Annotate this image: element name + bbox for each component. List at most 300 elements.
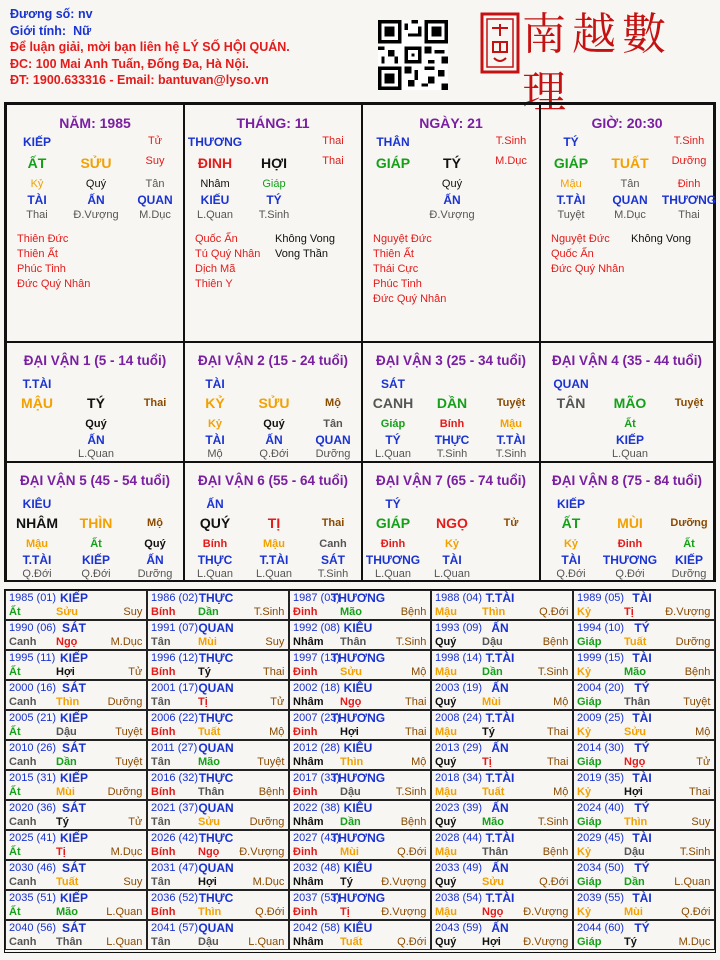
year-ten-god: TÝ — [634, 681, 650, 695]
year-branch: Dần — [624, 876, 645, 888]
year-cell[interactable] — [147, 710, 289, 740]
year-state: Mộ — [695, 726, 711, 738]
year-state: T.Sinh — [395, 636, 427, 648]
pillar-star: Tú Quý Nhân — [195, 248, 261, 260]
year-branch: Tị — [340, 906, 350, 918]
dai-van-hidden-state: Mộ — [207, 448, 223, 460]
year-cell[interactable] — [289, 710, 431, 740]
year-cell[interactable] — [573, 650, 715, 680]
year-state: Thai — [546, 726, 569, 738]
year-ten-god: QUAN — [198, 621, 234, 635]
year-state: M.Dục — [252, 876, 285, 888]
year-state: Tuyệt — [683, 696, 711, 708]
year-label: 2044 (60) — [577, 922, 625, 934]
year-cell[interactable] — [431, 920, 573, 950]
dai-van-chi: THÌN — [79, 515, 113, 531]
pillar-grid — [4, 102, 716, 582]
year-cell[interactable] — [5, 680, 147, 710]
year-stem: Ất — [9, 666, 21, 678]
year-branch: Mùi — [56, 786, 75, 798]
pillar-row5-item: Thai — [678, 209, 700, 221]
year-state: Q.Đới — [539, 606, 569, 618]
dai-van-cell[interactable] — [6, 462, 184, 582]
year-ten-god: KIÊU — [343, 921, 373, 935]
year-stem: Kỷ — [577, 666, 592, 678]
year-stem: Giáp — [577, 876, 602, 888]
pillar-row1-item: TÝ — [563, 135, 579, 149]
pillar-row5-item: T.Sinh — [258, 209, 290, 221]
dai-van-title: ĐẠI VẬN 1 (5 - 14 tuổi) — [23, 353, 167, 368]
year-label: 2021 (37) — [151, 802, 199, 814]
year-stem: Đinh — [293, 846, 318, 858]
dai-van-ten-god: KIẾP — [556, 497, 586, 511]
year-branch: Tý — [198, 666, 211, 678]
year-cell[interactable] — [431, 860, 573, 890]
year-state: Dưỡng — [107, 696, 143, 708]
pillar-row2-item: HỢI — [261, 155, 287, 171]
year-branch: Tị — [482, 756, 492, 768]
year-stem: Canh — [9, 636, 37, 648]
pillar-row4-item: ẤN — [87, 193, 105, 207]
pillar-row3-item: Quý — [441, 178, 463, 190]
dai-van-hidden-stem: Bính — [202, 538, 228, 550]
pillar-star: Đức Quý Nhân — [17, 278, 91, 290]
dai-van-title: ĐẠI VẬN 6 (55 - 64 tuổi) — [197, 473, 349, 488]
dai-van-cell[interactable] — [184, 462, 362, 582]
year-cell[interactable] — [573, 920, 715, 950]
year-ten-god: THỰC — [198, 711, 234, 725]
year-label: 2019 (35) — [577, 772, 625, 784]
year-label: 2002 (18) — [293, 682, 341, 694]
year-state: Dưỡng — [249, 816, 285, 828]
year-branch: Tý — [624, 936, 637, 948]
dai-van-chi: TÝ — [87, 395, 105, 411]
pillar-row3-item: Đinh — [677, 178, 701, 190]
year-ten-god: KIẾP — [59, 771, 89, 785]
year-stem: Giáp — [577, 636, 602, 648]
year-label: 2016 (32) — [151, 772, 199, 784]
year-cell[interactable] — [147, 860, 289, 890]
year-label: 1992 (08) — [293, 622, 341, 634]
dai-van-hidden-stem: Tân — [323, 418, 343, 430]
year-cell[interactable] — [147, 770, 289, 800]
dai-van-hidden-stem: Ất — [683, 538, 695, 550]
year-ten-god: QUAN — [198, 921, 234, 935]
dai-van-title: ĐẠI VẬN 2 (15 - 24 tuổi) — [197, 353, 349, 368]
year-ten-god: KIÊU — [343, 861, 373, 875]
pillar-star: Đức Quý Nhân — [373, 293, 447, 305]
year-branch: Ngọ — [56, 636, 78, 648]
year-stem: Nhâm — [293, 696, 324, 708]
year-ten-god: SÁT — [62, 621, 86, 635]
year-label: 2022 (38) — [293, 802, 341, 814]
year-stem: Tân — [151, 636, 171, 648]
pillar-row2-item: Dưỡng — [671, 155, 707, 167]
year-branch: Sửu — [624, 726, 647, 738]
year-ten-god: THƯƠNG — [330, 711, 386, 725]
year-state: Đ.Vượng — [381, 876, 427, 888]
year-cell[interactable] — [573, 740, 715, 770]
year-branch: Tị — [198, 696, 208, 708]
year-cell[interactable] — [5, 650, 147, 680]
year-ten-god: TÀI — [632, 651, 652, 665]
year-stem: Bính — [151, 846, 176, 858]
year-stem: Quý — [435, 756, 457, 768]
year-branch: Thân — [482, 846, 509, 858]
dai-van-hidden-state: Q.Đới — [259, 448, 289, 460]
year-cell[interactable] — [431, 800, 573, 830]
year-label: 1988 (04) — [435, 592, 483, 604]
dai-van-cell[interactable] — [362, 462, 540, 582]
year-ten-god: TÝ — [634, 621, 650, 635]
year-cell[interactable] — [431, 830, 573, 860]
year-cell[interactable] — [573, 770, 715, 800]
year-cell[interactable] — [147, 680, 289, 710]
dai-van-hidden-stem: Bính — [439, 418, 465, 430]
pillar-star: Phúc Tinh — [17, 263, 66, 275]
year-ten-god: ẤN — [491, 681, 509, 695]
year-state: T.Sinh — [395, 786, 427, 798]
dai-van-hidden-god: KIẾP — [674, 553, 704, 567]
year-cell[interactable] — [431, 740, 573, 770]
pillar-cell — [362, 104, 540, 342]
year-cell[interactable] — [289, 890, 431, 920]
year-cell[interactable] — [289, 800, 431, 830]
dai-van-hidden-god: ẤN — [265, 433, 283, 447]
pillar-star: Nguyệt Đức — [551, 233, 610, 245]
year-label: 2014 (30) — [577, 742, 625, 754]
dai-van-hidden-stem: Quý — [263, 418, 285, 430]
year-stem: Đinh — [293, 606, 318, 618]
year-label: 2030 (46) — [9, 862, 57, 874]
year-cell[interactable] — [289, 770, 431, 800]
year-label: 1985 (01) — [9, 592, 57, 604]
year-state: Tuyệt — [257, 756, 285, 768]
year-label: 1989 (05) — [577, 592, 625, 604]
year-label: 2018 (34) — [435, 772, 483, 784]
year-ten-god: T.TÀI — [485, 711, 515, 725]
year-ten-god: TÀI — [632, 831, 652, 845]
year-cell[interactable] — [147, 800, 289, 830]
year-label: 2031 (47) — [151, 862, 199, 874]
year-state: Suy — [123, 606, 143, 618]
dai-van-hidden-state: Q.Đới — [615, 568, 645, 580]
year-cell[interactable] — [5, 620, 147, 650]
year-branch: Tý — [482, 726, 495, 738]
dai-van-cell[interactable] — [540, 462, 714, 582]
year-cell[interactable] — [289, 680, 431, 710]
year-ten-god: KIÊU — [343, 741, 373, 755]
year-stem: Đinh — [293, 726, 318, 738]
dai-van-hidden-state: L.Quan — [374, 448, 412, 460]
year-label: 2028 (44) — [435, 832, 483, 844]
year-ten-god: KIẾP — [59, 891, 89, 905]
year-branch: Dần — [56, 756, 77, 768]
year-branch: Tuất — [482, 786, 505, 798]
year-label: 2033 (49) — [435, 862, 483, 874]
year-label: 2025 (41) — [9, 832, 57, 844]
year-cell[interactable] — [5, 710, 147, 740]
year-cell[interactable] — [5, 890, 147, 920]
year-state: Bệnh — [542, 846, 569, 858]
dai-van-hidden-stem: Kỷ — [444, 538, 460, 550]
year-state: Đ.Vượng — [665, 606, 711, 618]
pillar-row3-item: Giáp — [262, 178, 286, 190]
year-ten-god: QUAN — [198, 801, 234, 815]
year-cell[interactable] — [147, 890, 289, 920]
pillar-row1-item: T.Sinh — [673, 135, 705, 147]
year-label: 1991 (07) — [151, 622, 199, 634]
dai-van-hidden-god: QUAN — [315, 433, 351, 447]
year-ten-god: T.TÀI — [485, 651, 515, 665]
year-state: T.Sinh — [537, 666, 569, 678]
pillar-row2-item: SỬU — [80, 155, 112, 171]
year-cell[interactable] — [5, 920, 147, 950]
year-label: 2012 (28) — [293, 742, 341, 754]
year-stem: Kỷ — [577, 606, 592, 618]
year-state: L.Quan — [106, 936, 143, 948]
year-cell[interactable] — [573, 800, 715, 830]
pillar-cell — [184, 104, 362, 342]
year-branch: Ngọ — [340, 696, 362, 708]
dai-van-cell[interactable] — [6, 342, 184, 462]
dai-van-title: ĐẠI VẬN 5 (45 - 54 tuổi) — [19, 473, 171, 488]
year-branch: Tuất — [624, 636, 647, 648]
year-ten-god: SÁT — [62, 801, 86, 815]
year-branch: Sửu — [198, 816, 221, 828]
year-cell[interactable] — [431, 710, 573, 740]
year-cell[interactable] — [431, 620, 573, 650]
dai-van-hidden-god: T.TÀI — [259, 553, 289, 567]
year-cell[interactable] — [147, 590, 289, 620]
year-stem: Quý — [435, 816, 457, 828]
year-cell[interactable] — [573, 620, 715, 650]
year-branch: Thìn — [198, 906, 222, 918]
dai-van-cell[interactable] — [362, 342, 540, 462]
year-stem: Tân — [151, 876, 171, 888]
pillar-row2-item: GIÁP — [375, 155, 411, 171]
dai-van-chi: DẦN — [436, 395, 468, 411]
year-cell[interactable] — [5, 770, 147, 800]
year-label: 2032 (48) — [293, 862, 341, 874]
year-stem: Giáp — [577, 756, 602, 768]
dai-van-hidden-god: TÀI — [561, 553, 581, 567]
phone-email-line[interactable]: ĐT: 1900.633316 - Email: bantuvan@lyso.vn — [10, 73, 269, 87]
dai-van-hidden-god: THỰC — [197, 553, 233, 567]
year-cell[interactable] — [5, 800, 147, 830]
year-state: Đ.Vượng — [523, 906, 569, 918]
year-ten-god: TÀI — [632, 711, 652, 725]
dai-van-ten-god: ẤN — [206, 497, 224, 511]
year-stem: Quý — [435, 876, 457, 888]
year-cell[interactable] — [573, 830, 715, 860]
dai-van-hidden-state: L.Quan — [196, 568, 234, 580]
year-cell[interactable] — [431, 650, 573, 680]
contact-note: Để luận giải, mời bạn liên hệ LÝ SỐ HỘI QUÁN. — [10, 40, 290, 54]
year-branch: Tuất — [340, 936, 363, 948]
year-stem: Bính — [151, 726, 176, 738]
dai-van-hidden-state: Dưỡng — [671, 568, 707, 580]
pillar-star: Thái Cực — [373, 263, 419, 275]
year-stem: Tân — [151, 756, 171, 768]
pillar-row4-item: ẤN — [443, 193, 461, 207]
pillar-row1-item: THƯƠNG — [187, 135, 243, 149]
year-stem: Nhâm — [293, 636, 324, 648]
dai-van-ten-god: QUAN — [553, 377, 589, 391]
year-branch: Thìn — [340, 756, 364, 768]
dai-van-hidden-state: Q.Đới — [556, 568, 586, 580]
year-cell[interactable] — [289, 920, 431, 950]
pillar-row3-item: Mậu — [560, 178, 582, 190]
dai-van-can: QUÝ — [199, 515, 231, 531]
year-cell[interactable] — [289, 620, 431, 650]
year-cell[interactable] — [573, 680, 715, 710]
dai-van-can: KỶ — [205, 395, 225, 411]
year-cell[interactable] — [431, 680, 573, 710]
year-label: 2040 (56) — [9, 922, 57, 934]
year-cell[interactable] — [147, 740, 289, 770]
year-cell[interactable] — [289, 740, 431, 770]
pillar-row5-item: M.Dục — [139, 209, 171, 221]
year-cell[interactable] — [5, 590, 147, 620]
year-state: Tử — [128, 666, 143, 678]
year-cell[interactable] — [147, 620, 289, 650]
year-label: 2041 (57) — [151, 922, 199, 934]
pillar-row3-item: Tân — [620, 178, 640, 190]
year-cell[interactable] — [431, 770, 573, 800]
dai-van-hidden-god: THỰC — [434, 433, 470, 447]
year-cell[interactable] — [147, 650, 289, 680]
year-ten-god: SÁT — [62, 681, 86, 695]
year-state: Mộ — [269, 726, 285, 738]
year-branch: Mão — [56, 906, 78, 918]
year-state: Bệnh — [400, 606, 427, 618]
dai-van-hidden-state: Dưỡng — [137, 568, 173, 580]
year-state: Bệnh — [542, 636, 569, 648]
year-cell[interactable] — [289, 860, 431, 890]
year-cell[interactable] — [5, 740, 147, 770]
year-stem: Mậu — [435, 846, 457, 858]
dai-van-hidden-state: L.Quan — [374, 568, 412, 580]
year-stem: Nhâm — [293, 756, 324, 768]
year-label: 2042 (58) — [293, 922, 341, 934]
dai-van-chi: SỬU — [258, 395, 290, 411]
dai-van-ten-god: TÝ — [385, 497, 401, 511]
dai-van-title: ĐẠI VẬN 4 (35 - 44 tuổi) — [551, 353, 703, 368]
year-branch: Dậu — [198, 936, 219, 948]
dai-van-hidden-god: TÀI — [442, 553, 462, 567]
year-state: Đ.Vượng — [239, 846, 285, 858]
address-line: ĐC: 100 Mai Anh Tuấn, Đống Đa, Hà Nội. — [10, 56, 249, 71]
year-cell[interactable] — [573, 590, 715, 620]
year-cell[interactable] — [431, 590, 573, 620]
pillar-row2-item: TÝ — [443, 155, 461, 171]
year-ten-god: TÀI — [632, 891, 652, 905]
year-ten-god: KIÊU — [343, 681, 373, 695]
year-state: M.Dục — [110, 636, 143, 648]
owner-value: nv — [77, 7, 93, 21]
year-state: T.Sinh — [253, 606, 285, 618]
seal-stamp-icon — [480, 12, 520, 74]
year-state: Bệnh — [400, 816, 427, 828]
year-cell[interactable] — [5, 860, 147, 890]
year-label: 2036 (52) — [151, 892, 199, 904]
pillar-row2-item: ĐINH — [197, 155, 233, 171]
pillar-row4-item: QUAN — [137, 193, 173, 207]
year-cell[interactable] — [147, 830, 289, 860]
dai-van-hidden-state: T.Sinh — [495, 448, 527, 460]
pillar-row4-item: KIẾU — [200, 193, 230, 207]
year-cell[interactable] — [147, 920, 289, 950]
year-cell[interactable] — [289, 650, 431, 680]
pillar-row5-item: M.Dục — [614, 209, 646, 221]
dai-van-state: Tuyệt — [496, 397, 526, 409]
year-stem: Đinh — [293, 906, 318, 918]
dai-van-cell[interactable] — [184, 342, 362, 462]
dai-van-chi: MÙI — [617, 515, 643, 531]
year-cell[interactable] — [5, 830, 147, 860]
dai-van-hidden-state: L.Quan — [611, 448, 649, 460]
year-cell[interactable] — [289, 830, 431, 860]
year-cell[interactable] — [289, 590, 431, 620]
dai-van-chi: MÃO — [613, 395, 647, 411]
year-stem: Ất — [9, 606, 21, 618]
year-branch: Tị — [624, 606, 634, 618]
year-cell[interactable] — [573, 710, 715, 740]
year-label: 2009 (25) — [577, 712, 625, 724]
year-branch: Mão — [482, 816, 504, 828]
pillar-star: Quốc Ấn — [195, 233, 238, 245]
pillar-row2-item: TUẤT — [611, 155, 649, 171]
year-cell[interactable] — [573, 860, 715, 890]
dai-van-cell[interactable] — [540, 342, 714, 462]
year-stem: Đinh — [293, 666, 318, 678]
year-branch: Thìn — [482, 606, 506, 618]
dai-van-hidden-state: Q.Đới — [81, 568, 111, 580]
year-branch: Ngọ — [198, 846, 220, 858]
year-label: 2017 (33) — [293, 772, 341, 784]
dai-van-hidden-stem: Kỷ — [563, 538, 579, 550]
dai-van-hidden-stem: Mậu — [263, 538, 285, 550]
pillar-row2-item: GIÁP — [553, 155, 589, 171]
dai-van-ten-god: T.TÀI — [22, 377, 52, 391]
pillar-row2-item: Thai — [322, 155, 344, 167]
dai-van-hidden-god: TÀI — [205, 433, 225, 447]
pillar-star: Vong Thần — [275, 248, 329, 260]
pillar-star: Thiên Y — [195, 278, 233, 290]
year-ten-god: QUAN — [198, 681, 234, 695]
pillar-cell — [6, 104, 184, 342]
year-state: Đ.Vượng — [381, 906, 427, 918]
dai-van-state: Tuyệt — [674, 397, 704, 409]
dai-van-can: TÂN — [556, 395, 586, 411]
year-state: Suy — [691, 816, 711, 828]
year-label: 2001 (17) — [151, 682, 199, 694]
year-cell[interactable] — [573, 890, 715, 920]
year-ten-god: THƯƠNG — [330, 771, 386, 785]
year-branch: Dần — [482, 666, 503, 678]
year-label: 2013 (29) — [435, 742, 483, 754]
year-cell[interactable] — [431, 890, 573, 920]
year-branch: Hợi — [198, 876, 217, 888]
dai-van-can: GIÁP — [375, 515, 411, 531]
year-state: Mộ — [553, 696, 569, 708]
dai-van-hidden-stem: Ất — [624, 418, 636, 430]
pillar-star: Thiên Đức — [17, 233, 69, 245]
year-branch: Mão — [340, 606, 362, 618]
dai-van-hidden-state: L.Quan — [255, 568, 293, 580]
qr-code-icon[interactable] — [378, 20, 448, 90]
